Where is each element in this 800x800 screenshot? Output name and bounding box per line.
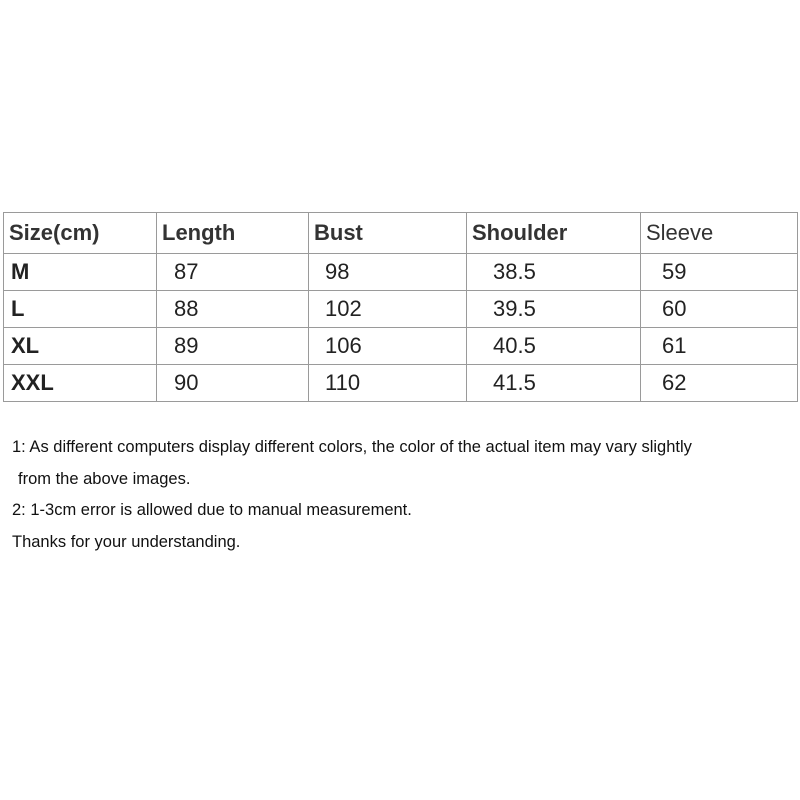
size-chart-table <box>3 212 798 402</box>
table-header-row <box>4 213 798 254</box>
note-thanks: Thanks for your understanding. <box>12 532 241 551</box>
length-cell: 89 <box>157 328 309 365</box>
bust-cell: 98 <box>309 254 467 291</box>
note-color-variance: 1: As different computers display different colors, the color of the actual item may vary slightly <box>12 438 692 456</box>
sleeve-cell: 60 <box>641 291 798 328</box>
header-bust: Bust <box>309 213 467 254</box>
table-row <box>4 291 798 328</box>
note-color-variance-continued: from the above images. <box>18 469 191 488</box>
table-row <box>4 254 798 291</box>
bust-cell: 110 <box>309 365 467 402</box>
sleeve-cell: 59 <box>641 254 798 291</box>
size-cell: XXL <box>4 365 157 402</box>
shoulder-cell: 38.5 <box>467 254 641 291</box>
size-cell: L <box>4 291 157 328</box>
table-row <box>4 365 798 402</box>
shoulder-cell: 40.5 <box>467 328 641 365</box>
bust-cell: 106 <box>309 328 467 365</box>
size-cell: XL <box>4 328 157 365</box>
header-length: Length <box>157 213 309 254</box>
shoulder-cell: 39.5 <box>467 291 641 328</box>
header-size: Size(cm) <box>4 213 157 254</box>
notes-block <box>12 436 792 562</box>
header-shoulder: Shoulder <box>467 213 641 254</box>
size-cell: M <box>4 254 157 291</box>
length-cell: 87 <box>157 254 309 291</box>
header-sleeve: Sleeve <box>641 213 798 254</box>
sleeve-cell: 61 <box>641 328 798 365</box>
bust-cell: 102 <box>309 291 467 328</box>
length-cell: 90 <box>157 365 309 402</box>
shoulder-cell: 41.5 <box>467 365 641 402</box>
sleeve-cell: 62 <box>641 365 798 402</box>
table-row <box>4 328 798 365</box>
length-cell: 88 <box>157 291 309 328</box>
note-measurement-error: 2: 1-3cm error is allowed due to manual measurement. <box>12 501 412 519</box>
